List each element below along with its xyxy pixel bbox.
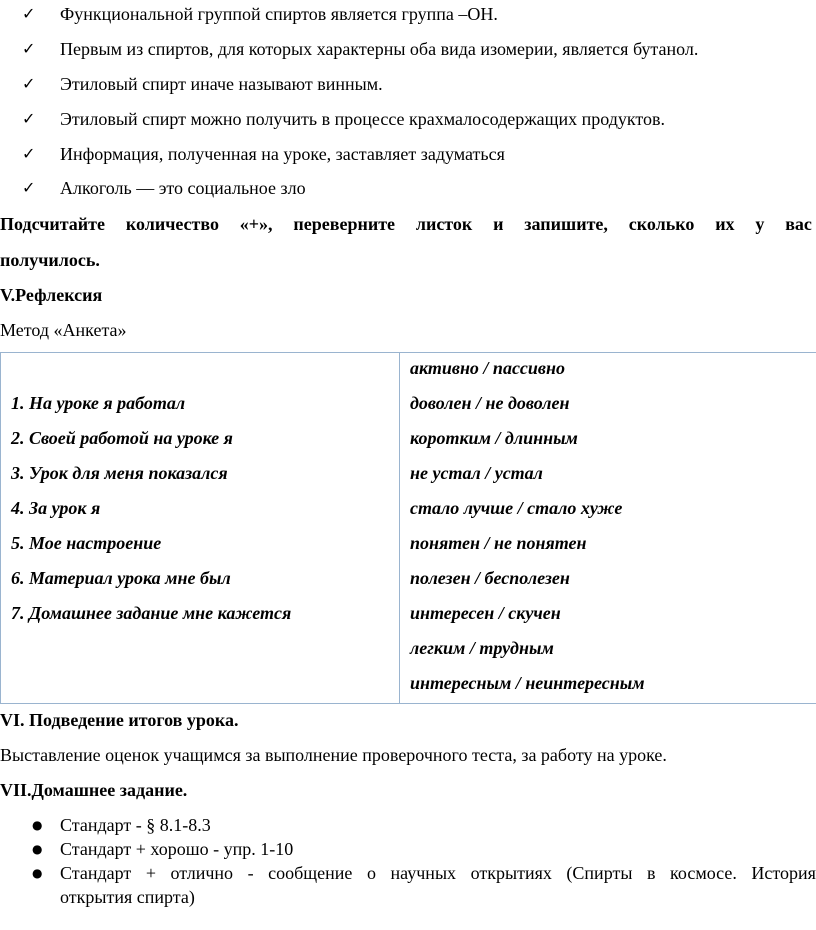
homework-item-text: Стандарт + хорошо - упр. 1-10: [60, 839, 294, 859]
instruction-word: количество: [125, 214, 219, 234]
check-icon: ✓: [22, 39, 36, 58]
section-6-text: Выставление оценок учащимся за выполнение проверочного теста, за работу на уроке.: [0, 745, 667, 765]
check-icon: ✓: [22, 144, 36, 163]
section-7-heading: VII.Домашнее задание.: [0, 780, 188, 800]
instruction-word: и: [493, 214, 504, 234]
survey-table: [0, 352, 816, 704]
check-item: [0, 140, 816, 170]
check-item-text: Этиловый спирт иначе называют винным.: [60, 74, 383, 94]
homework-word: о: [366, 863, 376, 883]
survey-question: 7. Домашнее задание мне кажется: [11, 603, 292, 623]
survey-answer: не устал / устал: [410, 463, 543, 483]
check-item: [0, 35, 816, 65]
homework-word: История: [751, 863, 816, 883]
homework-word: космосе.: [670, 863, 737, 883]
homework-word: сообщение: [268, 863, 353, 883]
survey-answer: полезен / бесполезен: [410, 568, 570, 588]
survey-answer: интересен / скучен: [410, 603, 561, 623]
check-icon: ✓: [22, 178, 36, 197]
survey-question: 6. Материал урока мне был: [11, 568, 231, 588]
check-item: [0, 0, 816, 30]
homework-word: +: [145, 863, 156, 883]
instruction-word: листок: [415, 214, 473, 234]
instruction-word: сколько: [628, 214, 695, 234]
survey-answer: активно / пассивно: [410, 358, 565, 378]
check-item-text: Этиловый спирт можно получить в процессе крахмалосодержащих продуктов.: [60, 109, 666, 129]
instruction-word: вас: [785, 214, 812, 234]
homework-item-text: открытия спирта): [60, 887, 195, 907]
homework-word: открытиях: [470, 863, 552, 883]
survey-question: 1. На уроке я работал: [11, 393, 186, 413]
section-6-heading: VI. Подведение итогов урока.: [0, 710, 239, 730]
check-item-text: Первым из спиртов, для которых характерны оба вида изомерии, является бутанол.: [60, 39, 699, 59]
bullet-icon: ●: [32, 842, 43, 856]
check-item: [0, 70, 816, 100]
homework-item-text: [60, 861, 816, 885]
survey-question: 2. Своей работой на уроке я: [11, 428, 233, 448]
check-item: [0, 105, 816, 135]
survey-question: 5. Мое настроение: [11, 533, 162, 553]
survey-answer: легким / трудным: [410, 638, 554, 658]
check-item-text: Информация, полученная на уроке, заставляет задуматься: [60, 144, 505, 164]
homework-word: в: [646, 863, 656, 883]
check-icon: ✓: [22, 74, 36, 93]
bullet-icon: ●: [32, 866, 43, 880]
survey-questions-cell: [1, 353, 400, 704]
instruction-word: запишите,: [524, 214, 608, 234]
survey-answer: коротким / длинным: [410, 428, 578, 448]
homework-word: (Спирты: [566, 863, 633, 883]
instruction-word: «+»,: [239, 214, 273, 234]
survey-answers-cell: [400, 353, 816, 704]
homework-word: -: [247, 863, 254, 883]
survey-question: 3. Урок для меня показался: [11, 463, 228, 483]
instruction-word: Подсчитайте: [0, 214, 106, 234]
check-icon: ✓: [22, 4, 36, 23]
check-icon: ✓: [22, 109, 36, 128]
survey-answer: интересным / неинтересным: [410, 673, 645, 693]
instruction-word: их: [715, 214, 735, 234]
check-item-text: Алкоголь — это социальное зло: [60, 178, 306, 198]
survey-answer: доволен / не доволен: [410, 393, 570, 413]
survey-answer: стало лучше / стало хуже: [410, 498, 623, 518]
homework-item-text: Стандарт - § 8.1-8.3: [60, 815, 211, 835]
survey-answer: понятен / не понятен: [410, 533, 587, 553]
instruction-word: у: [755, 214, 765, 234]
instruction-word: переверните: [293, 214, 396, 234]
homework-word: научных: [390, 863, 457, 883]
instruction-line: [0, 210, 812, 238]
instruction-line-2: получилось.: [0, 250, 100, 270]
check-item-text: Функциональной группой спиртов является группа –ОН.: [60, 4, 498, 24]
homework-word: отлично: [170, 863, 234, 883]
section-5-heading: V.Рефлексия: [0, 285, 103, 305]
survey-question: 4. За урок я: [11, 498, 101, 518]
check-item: [0, 174, 816, 204]
method-label: Метод «Анкета»: [0, 320, 127, 340]
homework-word: Стандарт: [60, 863, 132, 883]
bullet-icon: ●: [32, 818, 43, 832]
